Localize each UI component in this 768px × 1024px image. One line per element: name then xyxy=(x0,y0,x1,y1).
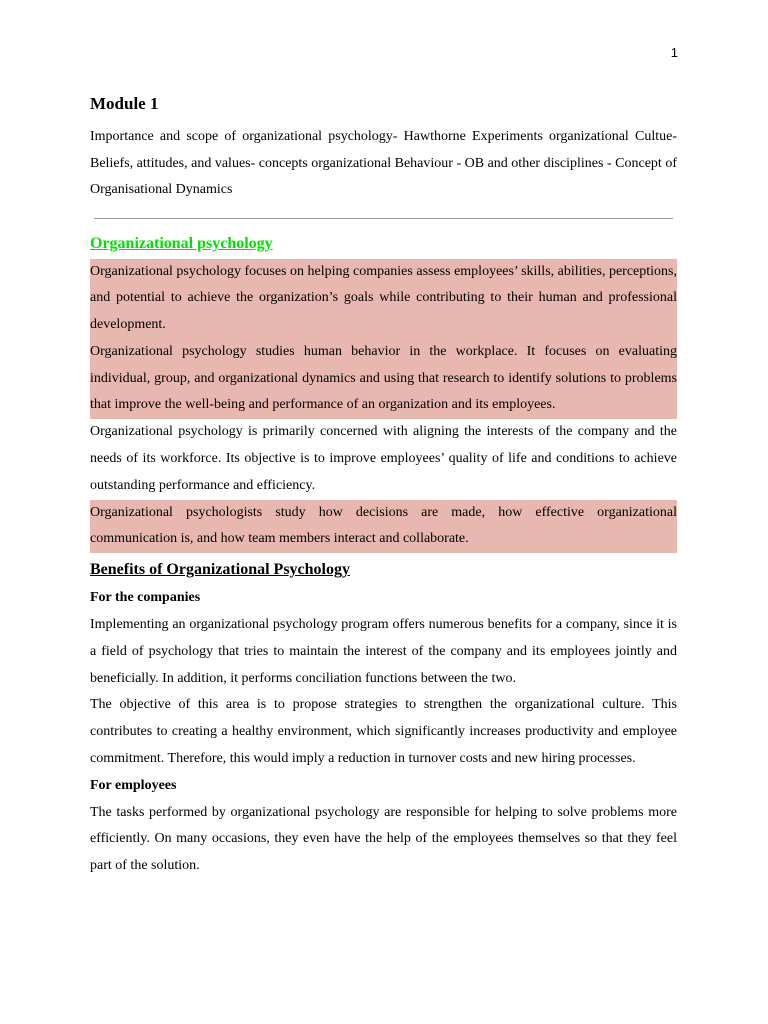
employees-subheading: For employees xyxy=(90,777,177,793)
org-psych-paragraph-3: Organizational psychology is primarily concerned with aligning the interests of the company and the needs of its workforce. Its objective is to improve employees’ quality of life and conditions to achieve outstanding performance and efficiency. xyxy=(90,424,677,493)
module-heading: Module 1 xyxy=(90,94,159,113)
benefits-heading: Benefits of Organizational Psychology xyxy=(90,561,350,579)
org-psych-heading: Organizational psychology xyxy=(90,234,273,252)
document-body xyxy=(90,92,677,880)
employees-paragraph-1: The tasks performed by organizational psychology are responsible for helping to solve problems more efficiently. On many occasions, they even have the help of the employees themselves so that they feel part of the solution. xyxy=(90,804,677,874)
companies-paragraph-2: The objective of this area is to propose strategies to strengthen the organizational culture. This contributes to creating a healthy environment, which significantly increases productivity and employee commitment. Therefore, this would imply a reduction in turnover costs and new hiring processes. xyxy=(90,697,677,767)
page-number: 1 xyxy=(670,45,678,60)
section-divider xyxy=(94,218,673,219)
companies-paragraph-1: Implementing an organizational psychology program offers numerous benefits for a company, since it is a field of psychology that tries to maintain the interest of the company and its employees jointly and beneficially. In addition, it performs conciliation functions between the two. xyxy=(90,617,677,686)
org-psych-paragraph-2: Organizational psychology studies human behavior in the workplace. It focuses on evaluating individual, group, and organizational dynamics and using that research to identify solutions to problems that improve the well-being and performance of an organization and its employees. xyxy=(90,339,677,419)
module-description: Importance and scope of organizational psychology- Hawthorne Experiments organizational Cultue- Beliefs, attitudes, and values- concepts organizational Behaviour - OB and other disciplines - Concept of Organisational Dynamics xyxy=(90,129,677,197)
org-psych-paragraph-1: Organizational psychology focuses on helping companies assess employees’ skills, abilities, perceptions, and potential to achieve the organization’s goals while contributing to their human and professional development. xyxy=(90,259,677,339)
org-psych-paragraph-4: Organizational psychologists study how decisions are made, how effective organizational communication is, and how team members interact and collaborate. xyxy=(90,500,677,554)
companies-subheading: For the companies xyxy=(90,590,201,606)
